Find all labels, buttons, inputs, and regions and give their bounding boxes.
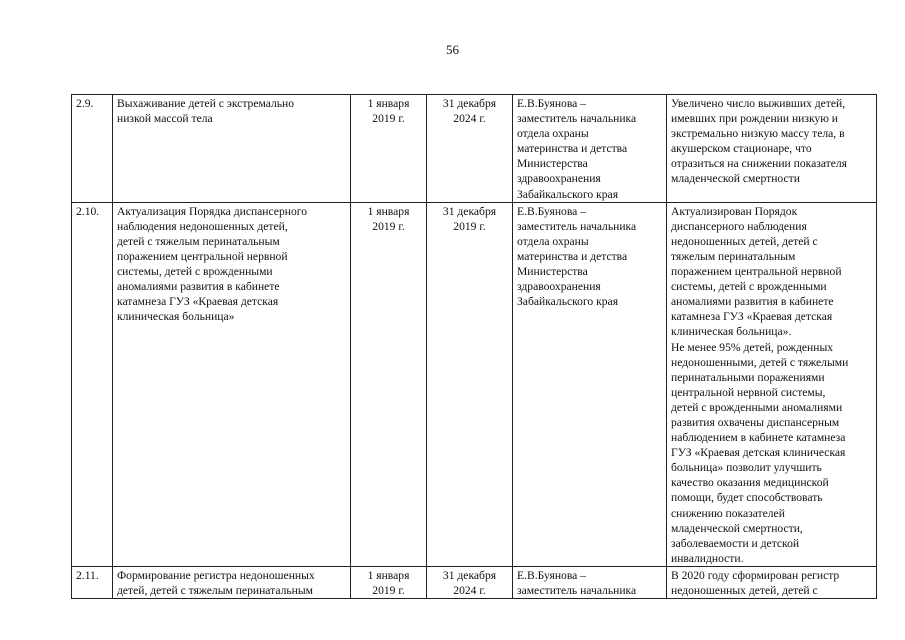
cell-text-line: наблюдением в кабинете катамнеза: [671, 431, 846, 445]
responsible-person-cell: [513, 566, 667, 598]
cell-text-line: 2019 г.: [372, 112, 405, 126]
cell-text-line: заместитель начальника: [517, 219, 637, 233]
cell-text-line: отдела охраны: [517, 234, 589, 248]
cell-text-line: поражением центральной нервной: [117, 249, 288, 263]
cell-text-line: 1 января: [367, 204, 410, 218]
cell-text-line: Министерства: [517, 265, 588, 279]
cell-text-line: снижению показателей: [671, 506, 785, 520]
cell-text-line: Забайкальского края: [517, 187, 619, 201]
cell-text-line: 2019 г.: [372, 219, 405, 233]
cell-text-line: развития охвачены диспансерным: [671, 415, 840, 429]
cell-text-line: детей, детей с тяжелым перинатальным: [117, 584, 313, 597]
expected-result-cell: [667, 202, 877, 566]
cell-text-line: поражением центральной нервной: [671, 265, 842, 279]
cell-text-line: катамнеза ГУЗ «Краевая детская: [117, 295, 279, 309]
cell-text-line: недоношенных детей, детей с: [671, 234, 818, 248]
cell-text-line: низкой массой тела: [117, 112, 213, 126]
activity-plan-table: [71, 94, 877, 599]
cell-text-line: детей с врожденными аномалиями: [671, 400, 843, 414]
cell-text-line: перинатальными поражениями: [671, 370, 825, 384]
start-date-cell: [351, 95, 427, 203]
item-number-cell: 2.11.: [72, 566, 113, 598]
end-date-cell: [427, 566, 513, 598]
cell-text-line: катамнеза ГУЗ «Краевая детская: [671, 310, 833, 324]
cell-text-line: отдела охраны: [517, 127, 589, 141]
cell-text-line: Министерства: [517, 157, 588, 171]
cell-text-line: заместитель начальника: [517, 584, 637, 597]
cell-text-line: 2019 г.: [372, 584, 405, 597]
cell-text-line: системы, детей с врожденными: [117, 265, 273, 279]
responsible-person-cell: [513, 95, 667, 203]
table-body: [72, 95, 877, 599]
table-row: [72, 95, 877, 203]
cell-text-line: 2019 г.: [453, 219, 486, 233]
cell-text-line: Актуализация Порядка диспансерного: [117, 204, 308, 218]
cell-text-line: ГУЗ «Краевая детская клиническая: [671, 446, 846, 460]
cell-text-line: тяжелым перинатальным: [671, 249, 796, 263]
cell-text-line: материнства и детства: [517, 249, 628, 263]
activity-name-cell: [113, 566, 351, 598]
cell-text-line: младенческой смертности,: [671, 521, 803, 535]
end-date-cell: [427, 202, 513, 566]
start-date-cell: [351, 202, 427, 566]
cell-text-line: Е.В.Буянова –: [517, 204, 586, 218]
cell-text-line: клиническая больница».: [671, 325, 792, 339]
end-date-cell: [427, 95, 513, 203]
cell-text-line: Не менее 95% детей, рожденных: [671, 340, 834, 354]
cell-text-line: центральной нервной системы,: [671, 385, 826, 399]
cell-text-line: экстремально низкую массу тела, в: [671, 127, 845, 141]
cell-text-line: 2024 г.: [453, 112, 486, 126]
expected-result-cell: [667, 95, 877, 203]
activity-name-cell: [113, 202, 351, 566]
cell-text-line: недоношенных детей, детей с: [671, 584, 818, 597]
activity-name-cell: [113, 95, 351, 203]
cell-text-line: 1 января: [367, 568, 410, 582]
cell-text-line: Е.В.Буянова –: [517, 97, 586, 110]
cell-text-line: детей с тяжелым перинатальным: [117, 234, 280, 248]
cell-text-line: заместитель начальника: [517, 112, 637, 126]
cell-text-line: Формирование регистра недоношенных: [117, 568, 315, 582]
table-row: [72, 202, 877, 566]
cell-text-line: Выхаживание детей с экстремально: [117, 97, 295, 110]
cell-text-line: Забайкальского края: [517, 295, 619, 309]
cell-text-line: Е.В.Буянова –: [517, 568, 586, 582]
cell-text-line: аномалиями развития в кабинете: [671, 295, 834, 309]
expected-result-cell: [667, 566, 877, 598]
cell-text-line: качество оказания медицинской: [671, 476, 829, 490]
cell-text-line: аномалиями развития в кабинете: [117, 280, 280, 294]
cell-text-line: клиническая больница»: [117, 310, 235, 324]
cell-text-line: отразиться на снижении показателя: [671, 157, 847, 171]
cell-text-line: акушерском стационаре, что: [671, 142, 812, 156]
cell-text-line: младенческой смертности: [671, 172, 800, 186]
page-number: 56: [446, 42, 459, 57]
cell-text-line: больница» позволит улучшить: [671, 461, 822, 475]
cell-text-line: материнства и детства: [517, 142, 628, 156]
table-row: [72, 566, 877, 598]
cell-text-line: здравоохранения: [517, 172, 601, 186]
cell-text-line: помощи, будет способствовать: [671, 491, 823, 505]
cell-text-line: Актуализирован Порядок: [671, 204, 798, 218]
cell-text-line: Увеличено число выживших детей,: [671, 97, 846, 110]
cell-text-line: наблюдения недоношенных детей,: [117, 219, 288, 233]
item-number-cell: 2.10.: [72, 202, 113, 566]
cell-text-line: 2024 г.: [453, 584, 486, 597]
cell-text-line: здравоохранения: [517, 280, 601, 294]
cell-text-line: В 2020 году сформирован регистр: [671, 568, 840, 582]
cell-text-line: 1 января: [367, 97, 410, 110]
cell-text-line: 31 декабря: [442, 568, 497, 582]
cell-text-line: имевших при рождении низкую и: [671, 112, 838, 126]
cell-text-line: диспансерного наблюдения: [671, 219, 807, 233]
cell-text-line: инвалидности.: [671, 551, 744, 565]
cell-text-line: 31 декабря: [442, 204, 497, 218]
cell-text-line: системы, детей с врожденными: [671, 280, 827, 294]
start-date-cell: [351, 566, 427, 598]
cell-text-line: 31 декабря: [442, 97, 497, 110]
cell-text-line: недоношенными, детей с тяжелыми: [671, 355, 849, 369]
cell-text-line: заболеваемости и детской: [671, 536, 800, 550]
item-number-cell: 2.9.: [72, 95, 113, 203]
responsible-person-cell: [513, 202, 667, 566]
